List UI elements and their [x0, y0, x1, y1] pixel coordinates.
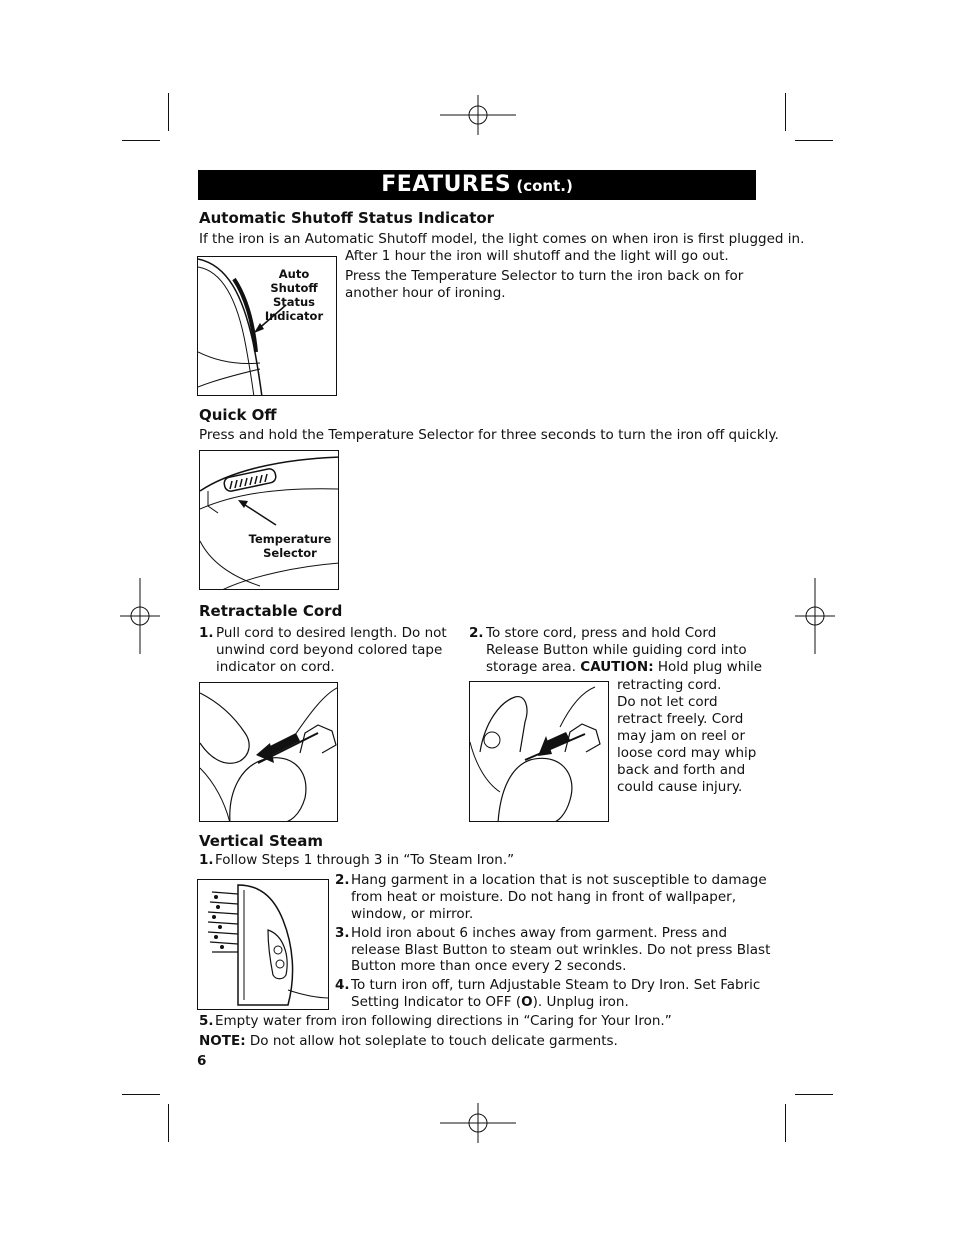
auto-shutoff-heading: Automatic Shutoff Status Indicator: [199, 209, 495, 227]
auto-shutoff-callout: Auto Shutoff Status Indicator: [264, 267, 324, 323]
auto-shutoff-illustration: [197, 256, 337, 396]
vertical-steam-illustration: [197, 879, 329, 1010]
crop-mark: [785, 93, 786, 131]
step-number: 5.: [199, 1013, 214, 1029]
section-title: FEATURES: [381, 172, 512, 197]
steam-step-3-text: Hold iron about 6 inches away from garment. Press and: [351, 925, 728, 941]
hand-storing-cord-icon: [470, 682, 609, 822]
store-cord-illustration: [469, 681, 609, 822]
section-header: [198, 170, 756, 200]
section-subtitle: (cont.): [516, 177, 573, 195]
cord-step-1-text: unwind cord beyond colored tape: [216, 642, 443, 658]
iron-top-icon: [200, 451, 339, 590]
vertical-steam-heading: Vertical Steam: [199, 832, 323, 850]
step-number: 2.: [469, 625, 484, 641]
steam-step-2-text: window, or mirror.: [351, 906, 474, 922]
steam-step-3-text: Button more than once every 2 seconds.: [351, 958, 627, 974]
cord-step-1-text: indicator on cord.: [216, 659, 335, 675]
crop-mark: [122, 140, 160, 141]
steam-step-4-text: To turn iron off, turn Adjustable Steam to Dry Iron. Set Fabric: [351, 977, 761, 993]
crop-mark: [168, 1104, 169, 1142]
retractable-cord-heading: Retractable Cord: [199, 602, 343, 620]
registration-mark-icon: [795, 578, 835, 654]
steam-step-5-text: Empty water from iron following directions in “Caring for Your Iron.”: [215, 1013, 672, 1029]
crop-mark: [785, 1104, 786, 1142]
cord-step-2-text: To store cord, press and hold Cord: [486, 625, 717, 641]
steam-step-3-text: release Blast Button to steam out wrinkles. Do not press Blast: [351, 942, 771, 958]
cord-step-1-text: Pull cord to desired length. Do not: [216, 625, 447, 641]
quick-off-heading: Quick Off: [199, 406, 277, 424]
quick-off-text: Press and hold the Temperature Selector for three seconds to turn the iron off quickly.: [199, 427, 779, 443]
steam-step-2-text: Hang garment in a location that is not susceptible to damage: [351, 872, 767, 888]
page-number: 6: [197, 1053, 207, 1069]
crop-mark: [168, 93, 169, 131]
iron-vertical-icon: [198, 880, 329, 1010]
cord-step-2-text: back and forth and: [617, 762, 746, 778]
cord-step-2-text: Do not let cord: [617, 694, 718, 710]
auto-shutoff-text: Press the Temperature Selector to turn the iron back on for: [345, 268, 744, 284]
pull-cord-illustration: [199, 682, 338, 822]
caution-label: CAUTION:: [580, 659, 654, 675]
registration-mark-icon: [440, 1103, 516, 1143]
step-number: 1.: [199, 625, 214, 641]
crop-mark: [795, 1094, 833, 1095]
registration-mark-icon: [120, 578, 160, 654]
crop-mark: [795, 140, 833, 141]
auto-shutoff-text: another hour of ironing.: [345, 285, 506, 301]
steam-step-1-text: Follow Steps 1 through 3 in “To Steam Iron.”: [215, 852, 515, 868]
cord-step-2-text: may jam on reel or: [617, 728, 745, 744]
cord-step-2-text: storage area. CAUTION: Hold plug while: [486, 659, 763, 675]
steam-step-2-text: from heat or moisture. Do not hang in front of wallpaper,: [351, 889, 736, 905]
quick-off-illustration: [199, 450, 339, 590]
cord-step-2-text: retract freely. Cord: [617, 711, 744, 727]
steam-step-4-text: Setting Indicator to OFF (O). Unplug iron.: [351, 994, 629, 1010]
cord-step-2-text: Release Button while guiding cord into: [486, 642, 747, 658]
cord-step-2-text: loose cord may whip: [617, 745, 757, 761]
cord-step-2-text: could cause injury.: [617, 779, 743, 795]
note-label: NOTE:: [199, 1033, 246, 1049]
auto-shutoff-text: After 1 hour the iron will shutoff and the light will go out.: [345, 248, 729, 264]
hand-pulling-cord-icon: [200, 683, 338, 822]
crop-mark: [122, 1094, 160, 1095]
registration-mark-icon: [440, 95, 516, 135]
step-number: 2.: [335, 872, 350, 888]
off-symbol: O: [521, 994, 533, 1010]
cord-step-2-text: retracting cord.: [617, 677, 722, 693]
step-number: 4.: [335, 977, 350, 993]
note-text: NOTE: Do not allow hot soleplate to touch delicate garments.: [199, 1033, 618, 1049]
temperature-selector-callout: Temperature Selector: [248, 532, 332, 560]
auto-shutoff-text: If the iron is an Automatic Shutoff model, the light comes on when iron is first plugged in.: [199, 231, 805, 247]
step-number: 1.: [199, 852, 214, 868]
step-number: 3.: [335, 925, 350, 941]
